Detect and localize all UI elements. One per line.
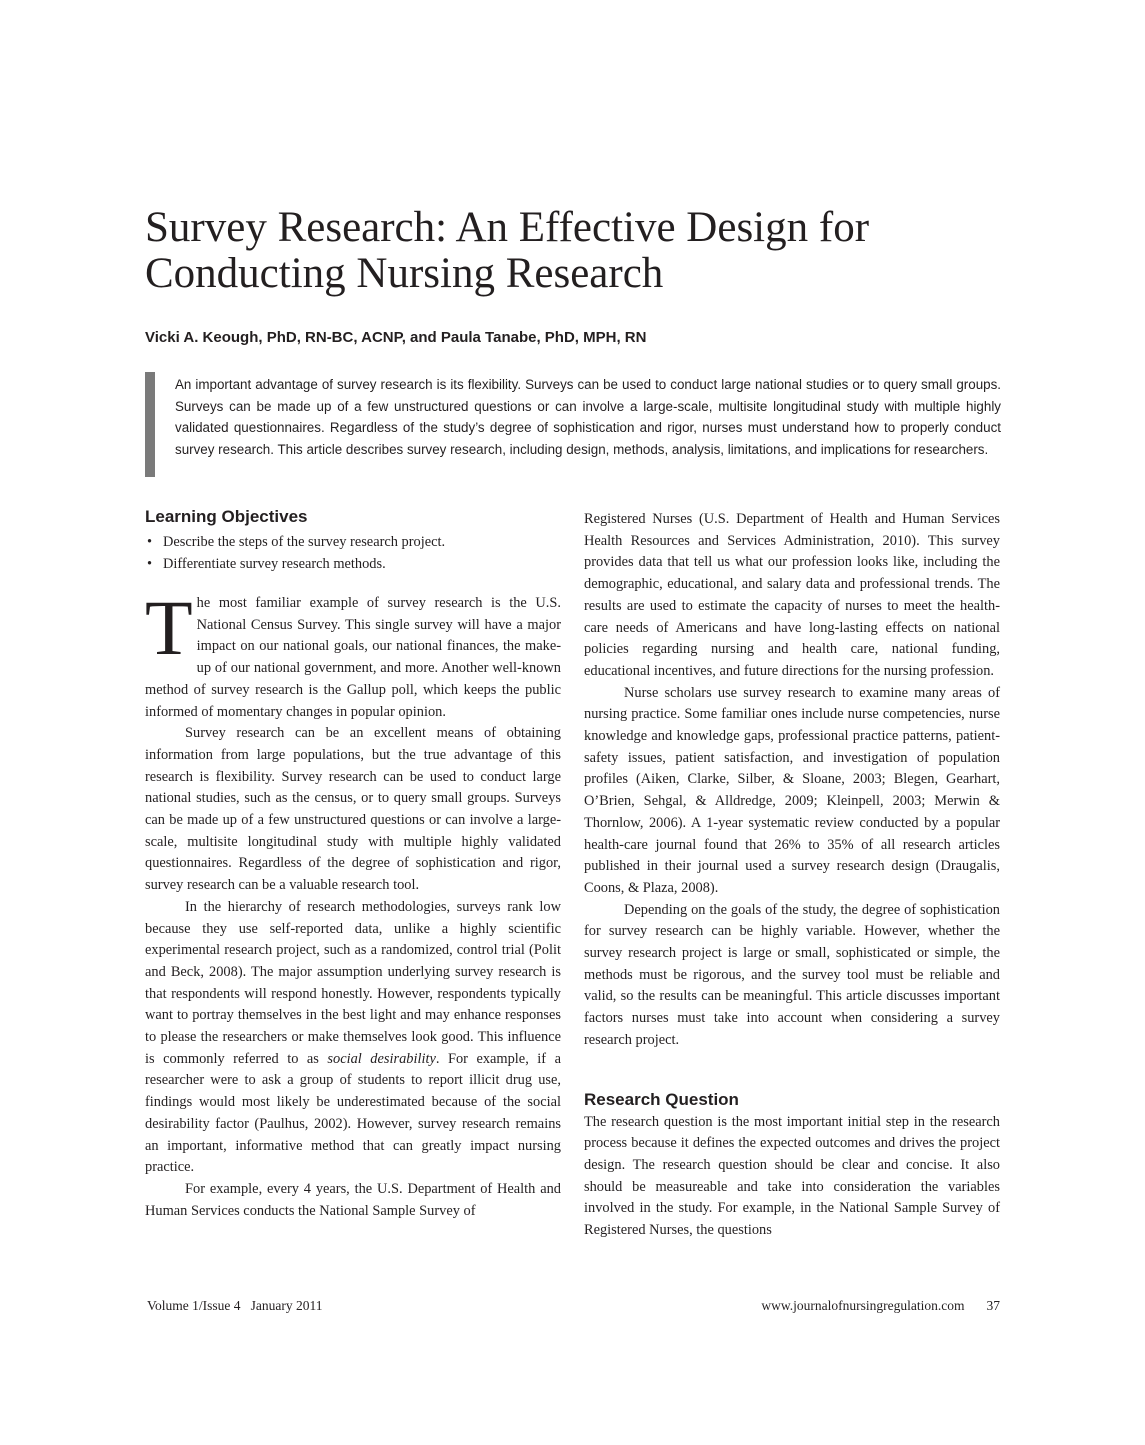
learning-objectives-heading: Learning Objectives — [145, 507, 308, 526]
footer-website: www.journalofnursingregulation.com — [761, 1298, 965, 1313]
list-item: • Differentiate survey research methods. — [145, 554, 561, 576]
research-question-heading: Research Question — [584, 1089, 739, 1109]
body-paragraph: For example, every 4 years, the U.S. Department of Health and Human Services conducts the National Sample Survey of — [145, 1180, 561, 1219]
abstract-accent-bar — [145, 372, 155, 477]
article-abstract: An important advantage of survey research is its flexibility. Surveys can be used to conduct large national studies or to query small groups. Surveys can be made up of a few unstructured questions or can involve a large-scale, multisite longitudinal study with multiple highly validated questionnaires. Regardless of the study’s degree of sophistication and rigor, nurses must understand how to properly conduct survey research. This article describes survey research, including design, methods, analysis, limitations, and implications for researchers. — [175, 377, 1001, 457]
paragraph-text: . For example, if a researcher were to ask a group of students to report illicit drug use, findings would most likely be underestimated because of the social desirability factor (Paulhus, 2002). However, survey research remains an important, informative method that can greatly impact nursing practice. — [145, 1050, 561, 1176]
paragraph-text: In the hierarchy of research methodologies, surveys rank low because they use self-reported data, unlike a highly scientific experimental research project, such as a randomized, control trial (Polit and Beck, 2008). The major assumption underlying survey research is that respondents will respond honestly. However, respondents typically want to portray themselves in the best light and may enhance responses to please the researchers or make themselves look good. This influence is commonly referred to as — [145, 898, 561, 1067]
body-paragraph: Survey research can be an excellent means of obtaining information from large populations, but the true advantage of this research is flexibility. Survey research can be used to conduct large national studies, such as the census, or to query small groups. Surveys can be made up of a few unstructured questions or can involve a large-scale, multisite longitudinal study with multiple highly validated questionnaires. Regardless of the degree of sophistication and rigor, survey research can be a valuable research tool. — [145, 725, 561, 894]
body-paragraph: Registered Nurses (U.S. Department of Health and Human Services Health Resources and Services Administration, 2010). This survey provides data that tell us what our profession looks like, including the demographic, educational, and salary data and professional trends. The results are used to estimate the capacity of nurses to meet the health-care needs of Americans and have long-lasting effects on national policies regarding nursing and health care, national funding, educational incentives, and future directions for the nursing profession. — [584, 511, 1000, 679]
body-paragraph: Nurse scholars use survey research to examine many areas of nursing practice. Some familiar ones include nurse competencies, nurse knowledge and knowledge gaps, professional practice patterns, patient-safety issues, patient satisfaction, and investigation of population profiles (Aiken, Clarke, Silber, & Sloane, 2003; Blegen, Gearhart, O’Brien, Sehgal, & Alldredge, 2009; Kleinpell, 2003; Merwin & Thornlow, 2006). A 1-year systematic review conducted by a popular health-care journal found that 26% to 35% of all research articles published in their journal used a survey research design (Draugalis, Coons, & Plaza, 2008). — [584, 684, 1000, 896]
body-paragraph — [145, 897, 561, 1179]
drop-cap: T — [145, 584, 193, 671]
footer-right — [761, 1298, 1000, 1314]
body-paragraph: The research question is the most important initial step in the research process because it defines the expected outcomes and drives the project design. The research question should be clear and concise. It also should be measureable and take into consideration the variables involved in the study. For example, in the National Sample Survey of Registered Nurses, the questions — [584, 1113, 1000, 1239]
paragraph-text: he most familiar example of survey research is the U.S. National Census Survey. This single survey will have a major impact on our national goals, our national finances, the make-up of our national government, and more. Another well-known method of survey research is the Gallup poll, which keeps the public informed of momentary changes in popular opinion. — [145, 595, 561, 720]
emphasis-term: social desirability — [327, 1050, 436, 1067]
learning-objectives-list — [145, 532, 561, 575]
list-item: • Describe the steps of the survey research project. — [145, 532, 561, 554]
body-paragraph — [145, 584, 561, 723]
article-authors: Vicki A. Keough, PhD, RN-BC, ACNP, and Paula Tanabe, PhD, MPH, RN — [145, 329, 647, 346]
left-column — [145, 505, 561, 1222]
page-number: 37 — [986, 1298, 1000, 1313]
article-title: Survey Research: An Effective Design for Conducting Nursing Research — [145, 204, 870, 297]
right-column — [584, 509, 1000, 1242]
footer-issue-info: Volume 1/Issue 4 January 2011 — [147, 1298, 323, 1313]
body-paragraph: Depending on the goals of the study, the degree of sophistication for survey research can be highly variable. However, whether the survey research project is large or small, sophisticated or simple, the methods must be rigorous, and the survey tool must be reliable and valid, so the results can be meaningful. This article discusses important factors nurses must take into account when considering a survey research project. — [584, 901, 1000, 1048]
